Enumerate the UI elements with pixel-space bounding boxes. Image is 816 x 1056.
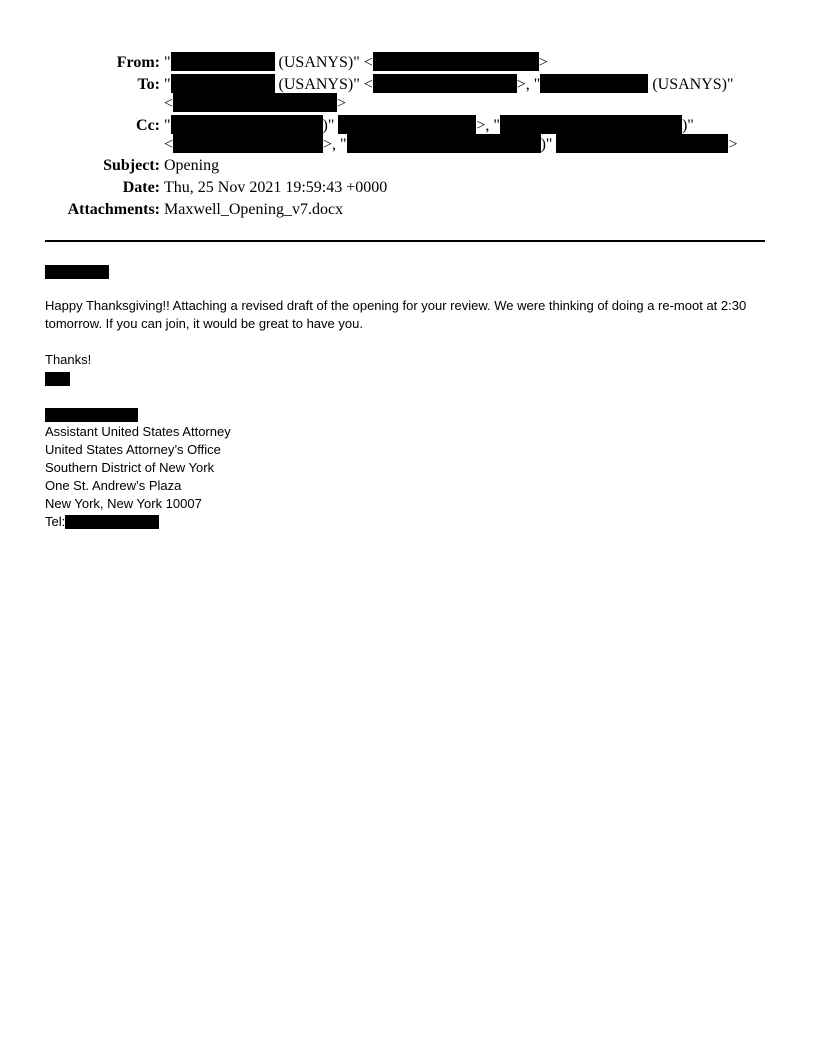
cc-row-continued (0, 134, 816, 156)
salutation-redaction (45, 265, 109, 279)
sender-name-redaction (45, 408, 138, 422)
to-row-continued (0, 93, 816, 115)
attachment-filename[interactable]: Maxwell_Opening_v7.docx (164, 201, 344, 218)
subject-row (0, 155, 816, 177)
redaction (540, 74, 648, 93)
to-suffix-2: (USANYS)" (652, 76, 734, 93)
redaction (373, 74, 517, 93)
signature-address-line1: One St. Andrew’s Plaza (45, 478, 182, 493)
attachments-row (0, 199, 816, 221)
to-suffix: (USANYS)" (278, 76, 360, 93)
redaction (373, 52, 539, 71)
redaction (500, 115, 682, 134)
signature-district: Southern District of New York (45, 460, 215, 475)
from-row (0, 52, 816, 74)
signature-office: United States Attorney’s Office (45, 442, 221, 457)
date-value: Thu, 25 Nov 2021 19:59:43 +0000 (164, 179, 388, 196)
cc-label: Cc: (136, 117, 160, 134)
to-value: " (USANYS)" < >, " (USANYS)" (164, 76, 734, 93)
from-suffix: (USANYS)" (278, 54, 360, 71)
from-label: From: (116, 54, 160, 71)
date-label: Date: (122, 179, 160, 196)
thanks-line: Thanks! (45, 352, 92, 367)
redaction (173, 134, 323, 153)
attachments-label: Attachments: (67, 201, 160, 218)
redaction (338, 115, 476, 134)
signature-title: Assistant United States Attorney (45, 424, 231, 439)
header-divider (45, 240, 765, 242)
subject-label: Subject: (103, 157, 160, 174)
redaction (171, 74, 275, 93)
to-label: To: (137, 76, 160, 93)
tel-label: Tel: (45, 514, 66, 529)
cc-value: " )" >, " )" (164, 117, 694, 134)
redaction (171, 52, 275, 71)
tel-redaction (65, 515, 159, 529)
subject-value: Opening (164, 157, 220, 174)
redaction (347, 134, 541, 153)
signature-address-line2: New York, New York 10007 (45, 496, 202, 511)
redaction (556, 134, 728, 153)
signature-tel-line (45, 513, 159, 531)
redaction (171, 115, 323, 134)
body-paragraph: Happy Thanksgiving!! Attaching a revised draft of the opening for your review. We were thinking of doing a re-moot at 2:30 tomorrow. If you can join, it would be great to have you. (45, 298, 747, 331)
date-row (0, 177, 816, 199)
from-value: " (USANYS)" < > (164, 54, 548, 71)
to-value-continued: < > (164, 95, 347, 112)
redaction (173, 93, 337, 112)
cc-value-continued: < >, " )" > (164, 136, 738, 153)
sender-initials-redaction (45, 372, 70, 386)
